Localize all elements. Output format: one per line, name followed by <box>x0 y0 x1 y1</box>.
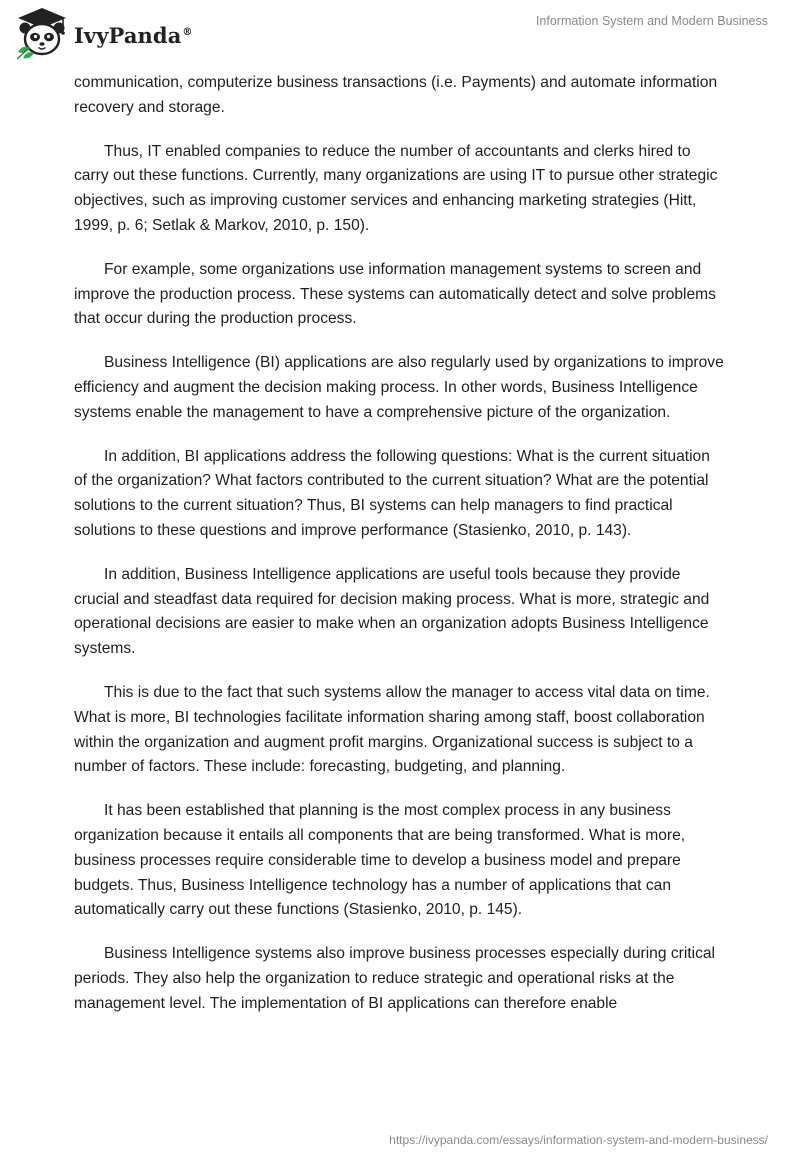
paragraph: For example, some organizations use information management systems to screen and improve the production process. These systems can automatically detect and solve problems that occur during the production process. <box>74 260 716 328</box>
source-url[interactable]: https://ivypanda.com/essays/information-system-and-modern-business/ <box>389 1133 768 1147</box>
brand-logo[interactable] <box>14 6 193 60</box>
panda-graduation-cap-icon <box>14 6 70 60</box>
paragraph: In addition, BI applications address the following questions: What is the current situation of the organization? What factors contributed to the current situation? What are the potential solutions to the current situation? Thus, BI systems can help managers to find practical solutions to these questions and improve performance (Stasienko, 2010, p. 143). <box>74 447 710 539</box>
paragraph-continued: communication, computerize business transactions (i.e. Payments) and automate information recovery and storage. <box>74 74 718 116</box>
paragraph: This is due to the fact that such systems allow the manager to access vital data on time. What is more, BI technologies facilitate information sharing among staff, boost collaboration within the organization and augment profit margins. Organizational success is subject to a number of factors. These include: forecasting, budgeting, and planning. <box>74 683 710 776</box>
paragraph: Thus, IT enabled companies to reduce the number of accountants and clerks hired to carry out these functions. Currently, many organizations are using IT to pursue other strategic objectives, such as improving customer services and enhancing marketing strategies (Hitt, 1999, p. 6; Setlak & Markov, 2010, p. 150). <box>74 142 718 234</box>
paragraph: Business Intelligence systems also improve business processes especially during critical periods. They also help the organization to reduce strategic and operational risks at the management level. The implementation of BI applications can therefore enable <box>74 945 716 1012</box>
brand-name: IvyPanda® <box>74 22 193 48</box>
essay-body <box>74 71 726 1036</box>
document-title: Information System and Modern Business <box>535 14 768 28</box>
paragraph: Business Intelligence (BI) applications are also regularly used by organizations to improve efficiency and augment the decision making process. In other words, Business Intelligence systems enable the management to have a comprehensive picture of the organization. <box>74 354 724 421</box>
paragraph: It has been established that planning is the most complex process in any business organization because it entails all components that are being transformed. What is more, business processes require considerable time to develop a business model and prepare budgets. Thus, Business Intelligence technology has a number of applications that can automatically carry out these functions (Stasienko, 2010, p. 145). <box>74 802 686 919</box>
page-header <box>0 0 800 70</box>
paragraph: In addition, Business Intelligence applications are useful tools because they provide crucial and steadfast data required for decision making process. What is more, strategic and operational decisions are easier to make when an organization adopts Business Intelligence systems. <box>74 565 710 658</box>
